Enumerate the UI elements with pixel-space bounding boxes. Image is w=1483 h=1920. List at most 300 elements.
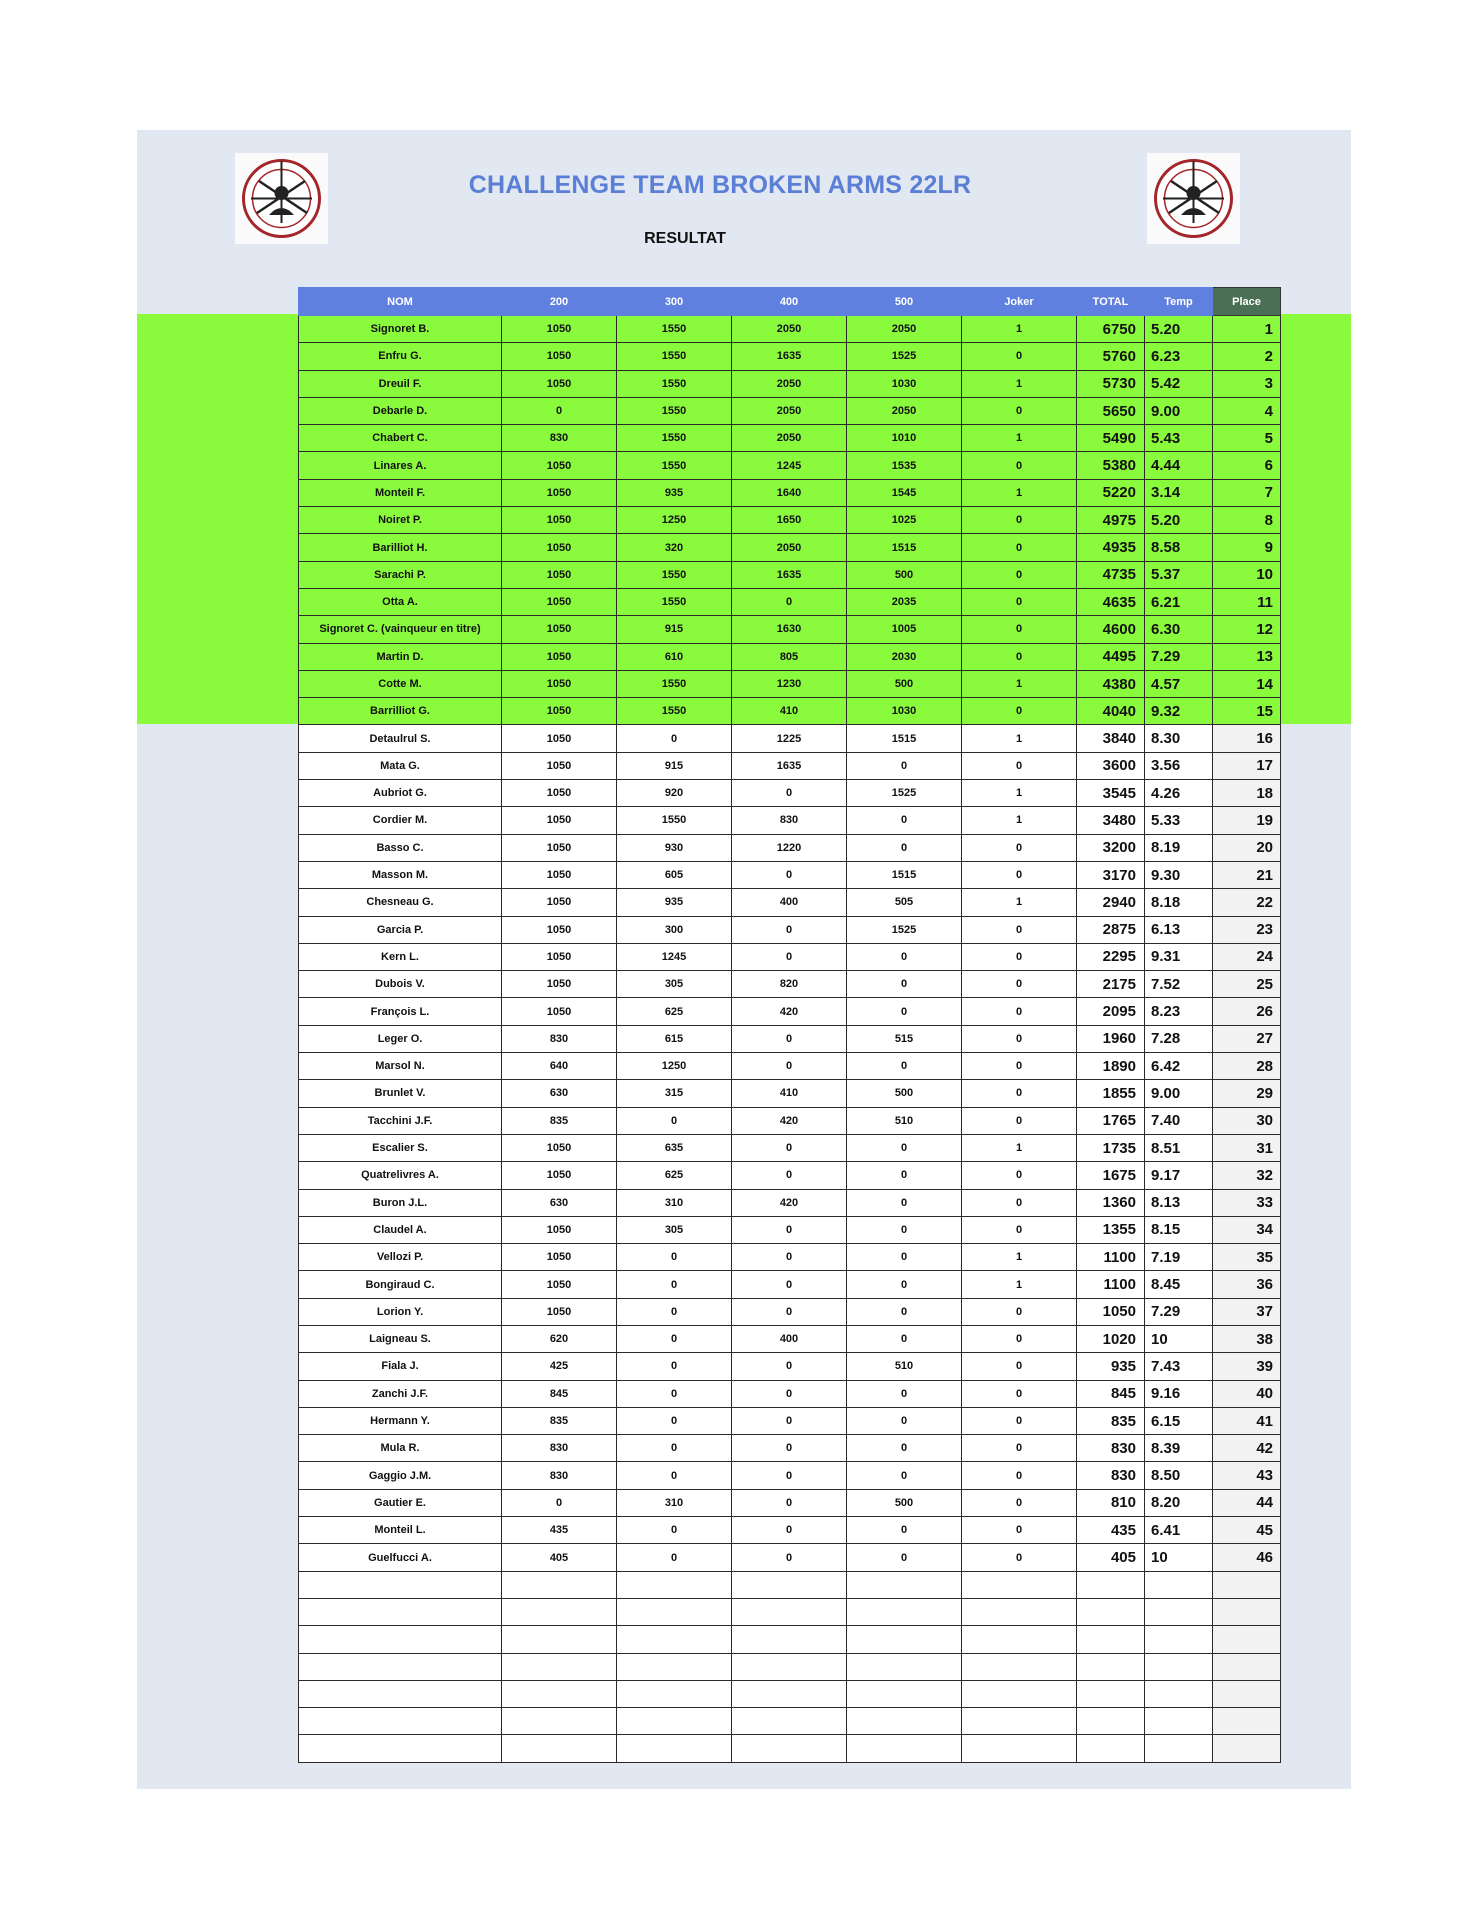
empty-cell bbox=[1145, 1598, 1213, 1625]
cell-temp: 7.19 bbox=[1145, 1244, 1213, 1271]
cell-score-400: 0 bbox=[732, 780, 847, 807]
cell-joker: 0 bbox=[962, 1298, 1077, 1325]
cell-place: 28 bbox=[1213, 1053, 1281, 1080]
empty-cell bbox=[732, 1598, 847, 1625]
table-body bbox=[299, 316, 1281, 1763]
cell-score-400: 1225 bbox=[732, 725, 847, 752]
empty-cell bbox=[962, 1708, 1077, 1735]
empty-cell bbox=[847, 1735, 962, 1762]
cell-score-500: 0 bbox=[847, 1544, 962, 1571]
cell-score-500: 0 bbox=[847, 998, 962, 1025]
cell-score-300: 1550 bbox=[617, 452, 732, 479]
cell-joker: 0 bbox=[962, 752, 1077, 779]
cell-place: 46 bbox=[1213, 1544, 1281, 1571]
cell-place: 45 bbox=[1213, 1517, 1281, 1544]
table-row bbox=[299, 670, 1281, 697]
table-row bbox=[299, 1435, 1281, 1462]
table-row bbox=[299, 1162, 1281, 1189]
table-row bbox=[299, 425, 1281, 452]
empty-cell bbox=[617, 1735, 732, 1762]
cell-total: 4600 bbox=[1077, 616, 1145, 643]
cell-score-500: 515 bbox=[847, 1025, 962, 1052]
cell-name: Sarachi P. bbox=[299, 561, 502, 588]
cell-temp: 10 bbox=[1145, 1325, 1213, 1352]
empty-cell bbox=[1145, 1626, 1213, 1653]
cell-total: 2175 bbox=[1077, 971, 1145, 998]
cell-score-300: 625 bbox=[617, 1162, 732, 1189]
cell-score-300: 1550 bbox=[617, 670, 732, 697]
cell-score-400: 0 bbox=[732, 1162, 847, 1189]
table-row bbox=[299, 780, 1281, 807]
table-row bbox=[299, 998, 1281, 1025]
cell-joker: 0 bbox=[962, 1489, 1077, 1516]
cell-temp: 8.23 bbox=[1145, 998, 1213, 1025]
cell-place: 12 bbox=[1213, 616, 1281, 643]
cell-score-400: 420 bbox=[732, 998, 847, 1025]
cell-score-200: 1050 bbox=[502, 507, 617, 534]
cell-total: 830 bbox=[1077, 1462, 1145, 1489]
cell-joker: 0 bbox=[962, 1325, 1077, 1352]
cell-score-500: 0 bbox=[847, 1271, 962, 1298]
cell-score-400: 0 bbox=[732, 916, 847, 943]
cell-total: 4380 bbox=[1077, 670, 1145, 697]
cell-score-500: 1010 bbox=[847, 425, 962, 452]
cell-name: Hermann Y. bbox=[299, 1407, 502, 1434]
cell-place: 22 bbox=[1213, 889, 1281, 916]
cell-score-400: 1630 bbox=[732, 616, 847, 643]
empty-cell bbox=[1077, 1680, 1145, 1707]
cell-name: Aubriot G. bbox=[299, 780, 502, 807]
cell-score-500: 1025 bbox=[847, 507, 962, 534]
cell-score-200: 1050 bbox=[502, 1216, 617, 1243]
cell-temp: 5.20 bbox=[1145, 316, 1213, 343]
empty-cell bbox=[1213, 1571, 1281, 1598]
cell-joker: 0 bbox=[962, 507, 1077, 534]
cell-score-200: 640 bbox=[502, 1053, 617, 1080]
cell-name: Cordier M. bbox=[299, 807, 502, 834]
empty-cell bbox=[962, 1680, 1077, 1707]
cell-score-200: 435 bbox=[502, 1517, 617, 1544]
cell-name: Noiret P. bbox=[299, 507, 502, 534]
cell-total: 3480 bbox=[1077, 807, 1145, 834]
cell-joker: 1 bbox=[962, 425, 1077, 452]
empty-cell bbox=[847, 1598, 962, 1625]
cell-place: 36 bbox=[1213, 1271, 1281, 1298]
cell-score-200: 1050 bbox=[502, 1162, 617, 1189]
cell-joker: 0 bbox=[962, 616, 1077, 643]
column-header-temp: Temp bbox=[1145, 288, 1213, 316]
cell-joker: 0 bbox=[962, 916, 1077, 943]
cell-joker: 1 bbox=[962, 370, 1077, 397]
cell-total: 5220 bbox=[1077, 479, 1145, 506]
empty-table-row bbox=[299, 1708, 1281, 1735]
cell-joker: 0 bbox=[962, 1216, 1077, 1243]
cell-total: 4935 bbox=[1077, 534, 1145, 561]
empty-cell bbox=[299, 1680, 502, 1707]
cell-score-400: 0 bbox=[732, 1462, 847, 1489]
column-header-name: NOM bbox=[299, 288, 502, 316]
cell-temp: 5.43 bbox=[1145, 425, 1213, 452]
cell-temp: 4.57 bbox=[1145, 670, 1213, 697]
cell-temp: 8.39 bbox=[1145, 1435, 1213, 1462]
cell-place: 15 bbox=[1213, 698, 1281, 725]
cell-score-200: 1050 bbox=[502, 889, 617, 916]
empty-cell bbox=[732, 1653, 847, 1680]
cell-score-200: 1050 bbox=[502, 370, 617, 397]
column-header-score-300: 300 bbox=[617, 288, 732, 316]
cell-joker: 1 bbox=[962, 1244, 1077, 1271]
cell-name: Signoret B. bbox=[299, 316, 502, 343]
empty-cell bbox=[1077, 1653, 1145, 1680]
cell-score-300: 320 bbox=[617, 534, 732, 561]
cell-temp: 7.40 bbox=[1145, 1107, 1213, 1134]
cell-name: Guelfucci A. bbox=[299, 1544, 502, 1571]
cell-temp: 5.33 bbox=[1145, 807, 1213, 834]
cell-place: 32 bbox=[1213, 1162, 1281, 1189]
cell-score-500: 2050 bbox=[847, 316, 962, 343]
table-row bbox=[299, 534, 1281, 561]
cell-score-300: 0 bbox=[617, 1462, 732, 1489]
cell-joker: 0 bbox=[962, 643, 1077, 670]
cell-place: 4 bbox=[1213, 397, 1281, 424]
cell-total: 3170 bbox=[1077, 861, 1145, 888]
cell-score-300: 0 bbox=[617, 1298, 732, 1325]
table-row bbox=[299, 1134, 1281, 1161]
cell-total: 1765 bbox=[1077, 1107, 1145, 1134]
cell-score-400: 0 bbox=[732, 1489, 847, 1516]
empty-cell bbox=[1145, 1653, 1213, 1680]
cell-name: Monteil F. bbox=[299, 479, 502, 506]
cell-score-500: 0 bbox=[847, 1216, 962, 1243]
empty-cell bbox=[617, 1708, 732, 1735]
cell-score-400: 400 bbox=[732, 1325, 847, 1352]
cell-temp: 9.30 bbox=[1145, 861, 1213, 888]
column-header-joker: Joker bbox=[962, 288, 1077, 316]
cell-score-500: 0 bbox=[847, 834, 962, 861]
table-row bbox=[299, 616, 1281, 643]
cell-score-400: 0 bbox=[732, 1053, 847, 1080]
empty-cell bbox=[617, 1680, 732, 1707]
cell-score-500: 0 bbox=[847, 1244, 962, 1271]
cell-total: 4635 bbox=[1077, 588, 1145, 615]
cell-place: 41 bbox=[1213, 1407, 1281, 1434]
cell-score-200: 1050 bbox=[502, 780, 617, 807]
cell-joker: 0 bbox=[962, 1544, 1077, 1571]
table-row bbox=[299, 1053, 1281, 1080]
cell-score-400: 0 bbox=[732, 943, 847, 970]
cell-temp: 5.20 bbox=[1145, 507, 1213, 534]
cell-score-300: 1550 bbox=[617, 343, 732, 370]
cell-score-300: 605 bbox=[617, 861, 732, 888]
table-row bbox=[299, 1489, 1281, 1516]
column-header-total: TOTAL bbox=[1077, 288, 1145, 316]
cell-score-200: 1050 bbox=[502, 807, 617, 834]
cell-name: Lorion Y. bbox=[299, 1298, 502, 1325]
cell-score-300: 315 bbox=[617, 1080, 732, 1107]
table-row bbox=[299, 1298, 1281, 1325]
team-logo-right bbox=[1147, 153, 1240, 244]
cell-score-500: 1535 bbox=[847, 452, 962, 479]
cell-place: 3 bbox=[1213, 370, 1281, 397]
cell-total: 405 bbox=[1077, 1544, 1145, 1571]
empty-cell bbox=[502, 1626, 617, 1653]
cell-temp: 4.26 bbox=[1145, 780, 1213, 807]
cell-total: 935 bbox=[1077, 1353, 1145, 1380]
cell-score-300: 930 bbox=[617, 834, 732, 861]
empty-cell bbox=[617, 1653, 732, 1680]
empty-cell bbox=[732, 1680, 847, 1707]
cell-score-400: 400 bbox=[732, 889, 847, 916]
empty-cell bbox=[732, 1735, 847, 1762]
cell-place: 1 bbox=[1213, 316, 1281, 343]
empty-cell bbox=[1145, 1680, 1213, 1707]
cell-score-300: 1550 bbox=[617, 397, 732, 424]
cell-total: 435 bbox=[1077, 1517, 1145, 1544]
cell-score-200: 830 bbox=[502, 1435, 617, 1462]
empty-cell bbox=[1077, 1571, 1145, 1598]
cell-joker: 0 bbox=[962, 1025, 1077, 1052]
empty-table-row bbox=[299, 1653, 1281, 1680]
cell-total: 4495 bbox=[1077, 643, 1145, 670]
cell-score-200: 835 bbox=[502, 1107, 617, 1134]
cell-score-500: 0 bbox=[847, 1517, 962, 1544]
cell-score-400: 0 bbox=[732, 1407, 847, 1434]
cell-temp: 8.15 bbox=[1145, 1216, 1213, 1243]
cell-score-300: 0 bbox=[617, 1544, 732, 1571]
cell-name: Dreuil F. bbox=[299, 370, 502, 397]
cell-score-300: 0 bbox=[617, 1353, 732, 1380]
cell-total: 1855 bbox=[1077, 1080, 1145, 1107]
cell-name: Mata G. bbox=[299, 752, 502, 779]
cell-place: 8 bbox=[1213, 507, 1281, 534]
cell-score-200: 1050 bbox=[502, 343, 617, 370]
table-row bbox=[299, 1462, 1281, 1489]
table-row bbox=[299, 725, 1281, 752]
empty-table-row bbox=[299, 1598, 1281, 1625]
table-row bbox=[299, 943, 1281, 970]
cell-temp: 7.28 bbox=[1145, 1025, 1213, 1052]
cell-score-200: 1050 bbox=[502, 588, 617, 615]
cell-score-500: 500 bbox=[847, 1489, 962, 1516]
cell-score-500: 1515 bbox=[847, 534, 962, 561]
cell-joker: 0 bbox=[962, 998, 1077, 1025]
empty-table-row bbox=[299, 1626, 1281, 1653]
cell-score-200: 1050 bbox=[502, 670, 617, 697]
results-table bbox=[298, 287, 1281, 1763]
cell-score-200: 830 bbox=[502, 1025, 617, 1052]
table-row bbox=[299, 916, 1281, 943]
team-logo-left bbox=[235, 153, 328, 244]
cell-temp: 8.20 bbox=[1145, 1489, 1213, 1516]
cell-score-500: 0 bbox=[847, 1462, 962, 1489]
cell-place: 29 bbox=[1213, 1080, 1281, 1107]
cell-score-400: 1230 bbox=[732, 670, 847, 697]
cell-temp: 8.13 bbox=[1145, 1189, 1213, 1216]
cell-score-400: 420 bbox=[732, 1107, 847, 1134]
cell-score-300: 610 bbox=[617, 643, 732, 670]
table-row bbox=[299, 1189, 1281, 1216]
cell-joker: 1 bbox=[962, 889, 1077, 916]
empty-cell bbox=[1213, 1653, 1281, 1680]
cell-temp: 9.00 bbox=[1145, 397, 1213, 424]
empty-table-row bbox=[299, 1571, 1281, 1598]
empty-cell bbox=[617, 1571, 732, 1598]
cell-score-500: 1525 bbox=[847, 780, 962, 807]
cell-score-400: 410 bbox=[732, 1080, 847, 1107]
cell-name: Leger O. bbox=[299, 1025, 502, 1052]
empty-cell bbox=[617, 1598, 732, 1625]
cell-score-200: 405 bbox=[502, 1544, 617, 1571]
cell-place: 25 bbox=[1213, 971, 1281, 998]
cell-temp: 6.30 bbox=[1145, 616, 1213, 643]
cell-name: Mula R. bbox=[299, 1435, 502, 1462]
cell-joker: 0 bbox=[962, 1189, 1077, 1216]
cell-temp: 6.15 bbox=[1145, 1407, 1213, 1434]
cell-place: 20 bbox=[1213, 834, 1281, 861]
cell-place: 18 bbox=[1213, 780, 1281, 807]
empty-cell bbox=[1077, 1598, 1145, 1625]
cell-score-200: 830 bbox=[502, 425, 617, 452]
cell-score-300: 615 bbox=[617, 1025, 732, 1052]
cell-score-300: 1250 bbox=[617, 1053, 732, 1080]
cell-name: Barrilliot G. bbox=[299, 698, 502, 725]
cell-score-300: 635 bbox=[617, 1134, 732, 1161]
cell-total: 1960 bbox=[1077, 1025, 1145, 1052]
cell-name: Barilliot H. bbox=[299, 534, 502, 561]
empty-cell bbox=[1213, 1708, 1281, 1735]
cell-score-200: 1050 bbox=[502, 479, 617, 506]
cell-score-200: 1050 bbox=[502, 616, 617, 643]
cell-score-200: 1050 bbox=[502, 561, 617, 588]
cell-place: 5 bbox=[1213, 425, 1281, 452]
cell-temp: 5.37 bbox=[1145, 561, 1213, 588]
column-header-score-400: 400 bbox=[732, 288, 847, 316]
cell-score-200: 1050 bbox=[502, 998, 617, 1025]
cell-score-500: 0 bbox=[847, 971, 962, 998]
cell-temp: 6.21 bbox=[1145, 588, 1213, 615]
cell-score-400: 410 bbox=[732, 698, 847, 725]
column-header-score-200: 200 bbox=[502, 288, 617, 316]
cell-score-500: 1030 bbox=[847, 370, 962, 397]
empty-cell bbox=[299, 1735, 502, 1762]
cell-total: 1735 bbox=[1077, 1134, 1145, 1161]
empty-cell bbox=[299, 1598, 502, 1625]
cell-score-400: 0 bbox=[732, 1244, 847, 1271]
cell-score-300: 915 bbox=[617, 752, 732, 779]
cell-temp: 9.32 bbox=[1145, 698, 1213, 725]
cell-joker: 1 bbox=[962, 316, 1077, 343]
cell-place: 10 bbox=[1213, 561, 1281, 588]
empty-cell bbox=[1145, 1571, 1213, 1598]
cell-joker: 0 bbox=[962, 943, 1077, 970]
cell-score-300: 305 bbox=[617, 1216, 732, 1243]
empty-cell bbox=[1077, 1626, 1145, 1653]
cell-score-300: 0 bbox=[617, 1107, 732, 1134]
empty-cell bbox=[962, 1571, 1077, 1598]
cell-name: Brunlet V. bbox=[299, 1080, 502, 1107]
cell-score-400: 0 bbox=[732, 1435, 847, 1462]
cell-place: 2 bbox=[1213, 343, 1281, 370]
cell-joker: 1 bbox=[962, 1134, 1077, 1161]
cell-score-500: 500 bbox=[847, 670, 962, 697]
cell-joker: 0 bbox=[962, 1517, 1077, 1544]
cell-temp: 8.30 bbox=[1145, 725, 1213, 752]
cell-score-300: 1550 bbox=[617, 370, 732, 397]
cell-score-200: 620 bbox=[502, 1325, 617, 1352]
empty-cell bbox=[847, 1708, 962, 1735]
cell-joker: 0 bbox=[962, 1353, 1077, 1380]
empty-cell bbox=[502, 1708, 617, 1735]
cell-place: 21 bbox=[1213, 861, 1281, 888]
cell-score-400: 0 bbox=[732, 1353, 847, 1380]
cell-joker: 0 bbox=[962, 1080, 1077, 1107]
cell-temp: 5.42 bbox=[1145, 370, 1213, 397]
cell-joker: 0 bbox=[962, 698, 1077, 725]
cell-name: Masson M. bbox=[299, 861, 502, 888]
cell-joker: 0 bbox=[962, 1462, 1077, 1489]
cell-temp: 6.23 bbox=[1145, 343, 1213, 370]
cell-total: 1355 bbox=[1077, 1216, 1145, 1243]
cell-score-300: 0 bbox=[617, 1435, 732, 1462]
cell-score-500: 2050 bbox=[847, 397, 962, 424]
empty-cell bbox=[1213, 1598, 1281, 1625]
cell-score-400: 2050 bbox=[732, 370, 847, 397]
cell-score-400: 0 bbox=[732, 1298, 847, 1325]
empty-cell bbox=[1077, 1735, 1145, 1762]
cell-total: 5380 bbox=[1077, 452, 1145, 479]
table-row bbox=[299, 507, 1281, 534]
cell-score-200: 1050 bbox=[502, 1134, 617, 1161]
cell-score-200: 0 bbox=[502, 397, 617, 424]
cell-score-200: 830 bbox=[502, 1462, 617, 1489]
cell-score-300: 915 bbox=[617, 616, 732, 643]
cell-score-400: 0 bbox=[732, 861, 847, 888]
table-row bbox=[299, 1544, 1281, 1571]
cell-total: 830 bbox=[1077, 1435, 1145, 1462]
cell-score-300: 1550 bbox=[617, 807, 732, 834]
table-row bbox=[299, 1380, 1281, 1407]
cell-total: 1100 bbox=[1077, 1244, 1145, 1271]
empty-cell bbox=[617, 1626, 732, 1653]
cell-temp: 10 bbox=[1145, 1544, 1213, 1571]
empty-cell bbox=[299, 1571, 502, 1598]
table-row bbox=[299, 479, 1281, 506]
cell-place: 19 bbox=[1213, 807, 1281, 834]
cell-total: 2875 bbox=[1077, 916, 1145, 943]
cell-place: 6 bbox=[1213, 452, 1281, 479]
table-row bbox=[299, 1080, 1281, 1107]
cell-total: 1020 bbox=[1077, 1325, 1145, 1352]
cell-score-500: 510 bbox=[847, 1107, 962, 1134]
table-row bbox=[299, 1107, 1281, 1134]
cell-score-300: 935 bbox=[617, 889, 732, 916]
cell-place: 34 bbox=[1213, 1216, 1281, 1243]
cell-total: 1100 bbox=[1077, 1271, 1145, 1298]
cell-place: 38 bbox=[1213, 1325, 1281, 1352]
cell-score-500: 510 bbox=[847, 1353, 962, 1380]
cell-joker: 0 bbox=[962, 588, 1077, 615]
cell-place: 40 bbox=[1213, 1380, 1281, 1407]
cell-name: Basso C. bbox=[299, 834, 502, 861]
cell-total: 1050 bbox=[1077, 1298, 1145, 1325]
cell-score-200: 1050 bbox=[502, 1244, 617, 1271]
cell-name: Martin D. bbox=[299, 643, 502, 670]
cell-temp: 8.19 bbox=[1145, 834, 1213, 861]
team-broken-arms-logo-icon bbox=[1147, 153, 1240, 244]
cell-score-300: 300 bbox=[617, 916, 732, 943]
cell-score-200: 1050 bbox=[502, 834, 617, 861]
cell-score-200: 425 bbox=[502, 1353, 617, 1380]
